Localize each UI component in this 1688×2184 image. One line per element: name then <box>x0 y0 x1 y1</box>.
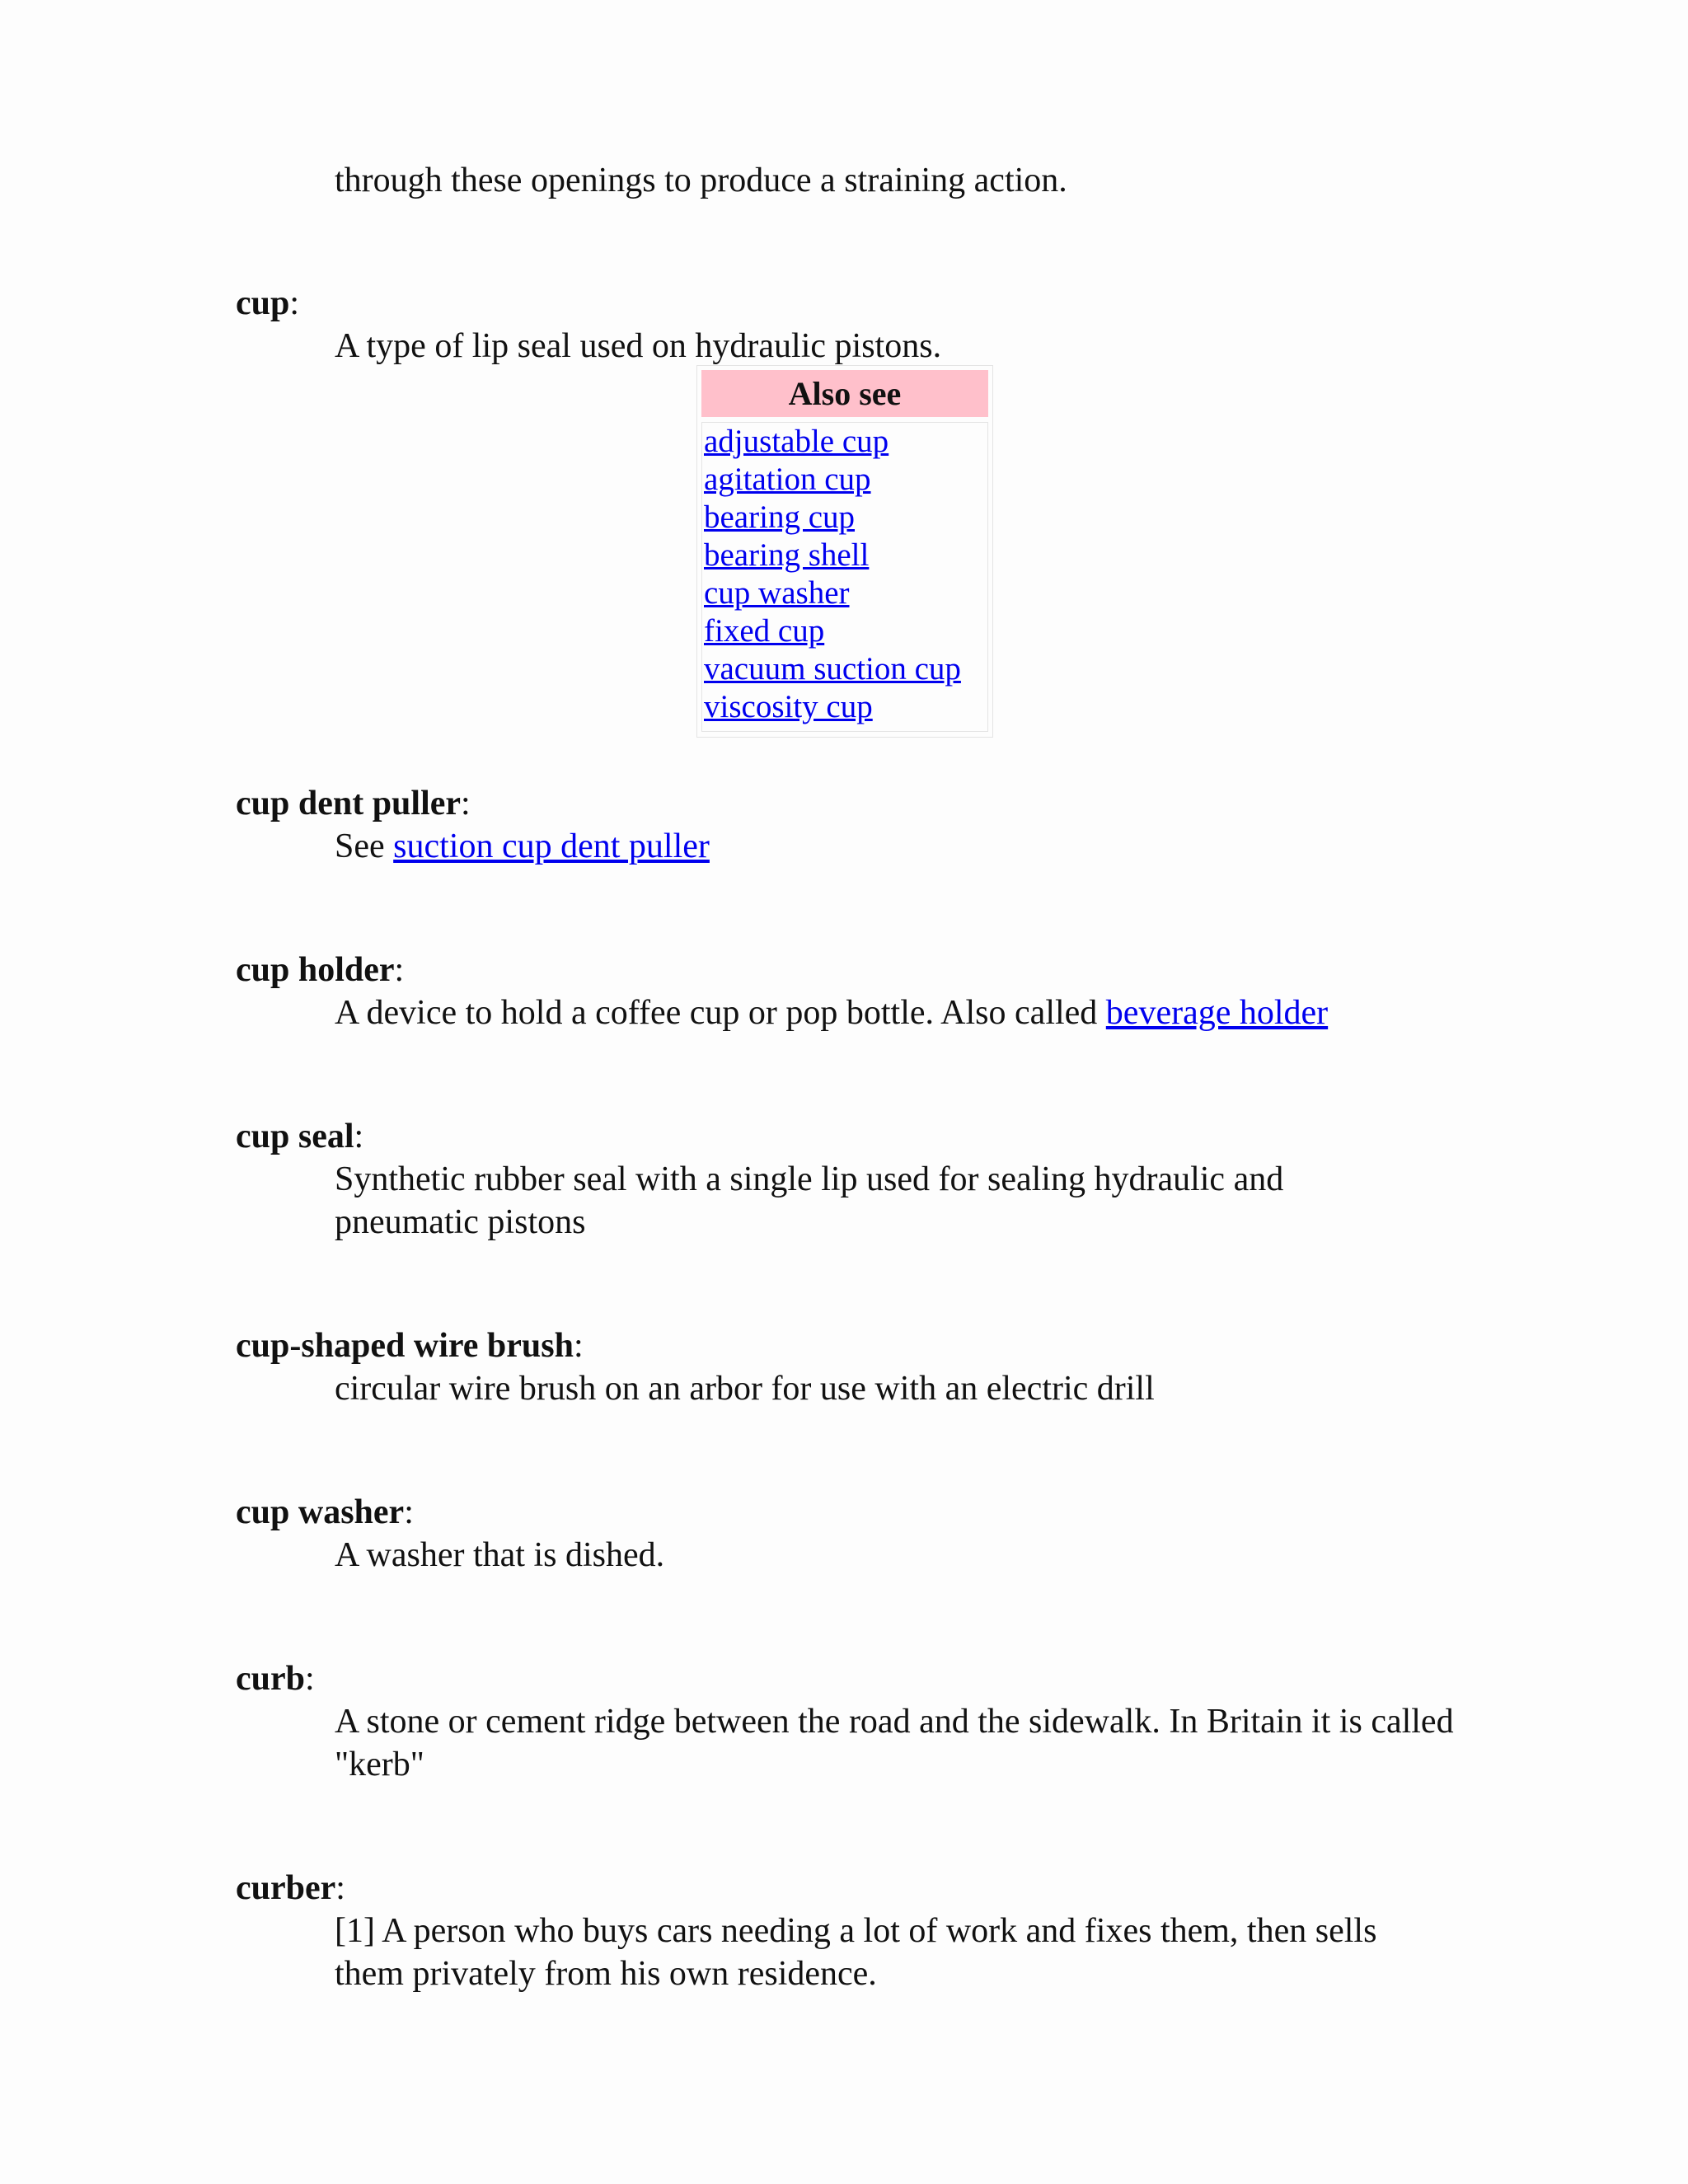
term-cup <box>236 282 299 325</box>
definition-curber: [1] A person who buys cars needing a lot of work and fixes them, then sells them privately from his own residence. <box>335 1912 1377 1993</box>
also-see-link-cup-washer[interactable]: cup washer <box>704 575 850 611</box>
term-label: cup holder <box>236 951 395 989</box>
term-cup-shaped-wire-brush <box>236 1324 584 1367</box>
term-label: cup washer <box>236 1493 405 1531</box>
also-see-link-vacuum-suction-cup[interactable]: vacuum suction cup <box>704 651 961 687</box>
also-see-link-agitation-cup[interactable]: agitation cup <box>704 462 871 497</box>
link-beverage-holder[interactable]: beverage holder <box>1105 994 1329 1032</box>
definition-cup-shaped-wire-brush: circular wire brush on an arbor for use with an electric drill <box>335 1370 1155 1408</box>
also-see-title: Also see <box>701 370 988 417</box>
term-colon: : <box>574 1327 584 1365</box>
term-colon: : <box>404 1493 414 1531</box>
term-cup-seal <box>236 1115 363 1158</box>
term-colon: : <box>335 1869 345 1907</box>
also-see-link-adjustable-cup[interactable]: adjustable cup <box>704 424 889 459</box>
term-label: cup-shaped wire brush <box>236 1327 574 1365</box>
term-label: cup <box>236 284 290 322</box>
previous-definition-fragment: through these openings to produce a straining action. <box>335 162 1067 199</box>
definition-cup-seal: Synthetic rubber seal with a single lip used for sealing hydraulic and pneumatic pistons <box>335 1160 1284 1241</box>
definition-text: See <box>335 827 394 865</box>
term-colon: : <box>305 1660 315 1698</box>
definition-text: A device to hold a coffee cup or pop bottle. Also called <box>335 994 1106 1032</box>
term-colon: : <box>394 951 405 989</box>
term-label: curber <box>236 1869 336 1907</box>
term-cup-dent-puller <box>236 782 471 825</box>
term-label: curb <box>236 1660 305 1698</box>
also-see-box <box>696 365 993 738</box>
also-see-link-bearing-cup[interactable]: bearing cup <box>704 499 856 535</box>
link-suction-cup-dent-puller[interactable]: suction cup dent puller <box>393 827 710 865</box>
term-colon: : <box>354 1118 364 1155</box>
also-see-link-viscosity-cup[interactable]: viscosity cup <box>704 689 873 724</box>
definition-cup-dent-puller <box>335 825 1489 868</box>
definition-cup-washer: A washer that is dished. <box>335 1536 665 1574</box>
term-curber <box>236 1867 345 1910</box>
term-label: cup seal <box>236 1118 354 1155</box>
definition-curb: A stone or cement ridge between the road and the sidewalk. In Britain it is called "kerb" <box>335 1703 1454 1783</box>
term-cup-holder <box>236 949 404 991</box>
also-see-link-fixed-cup[interactable]: fixed cup <box>704 613 825 649</box>
also-see-link-bearing-shell[interactable]: bearing shell <box>704 537 870 573</box>
term-curb <box>236 1657 315 1700</box>
also-see-list <box>701 422 988 732</box>
term-colon: : <box>461 785 471 823</box>
term-cup-washer <box>236 1491 414 1534</box>
definition-cup: A type of lip seal used on hydraulic pistons. <box>335 327 942 365</box>
term-label: cup dent puller <box>236 785 462 823</box>
term-colon: : <box>289 284 300 322</box>
definition-cup-holder <box>335 991 1489 1034</box>
